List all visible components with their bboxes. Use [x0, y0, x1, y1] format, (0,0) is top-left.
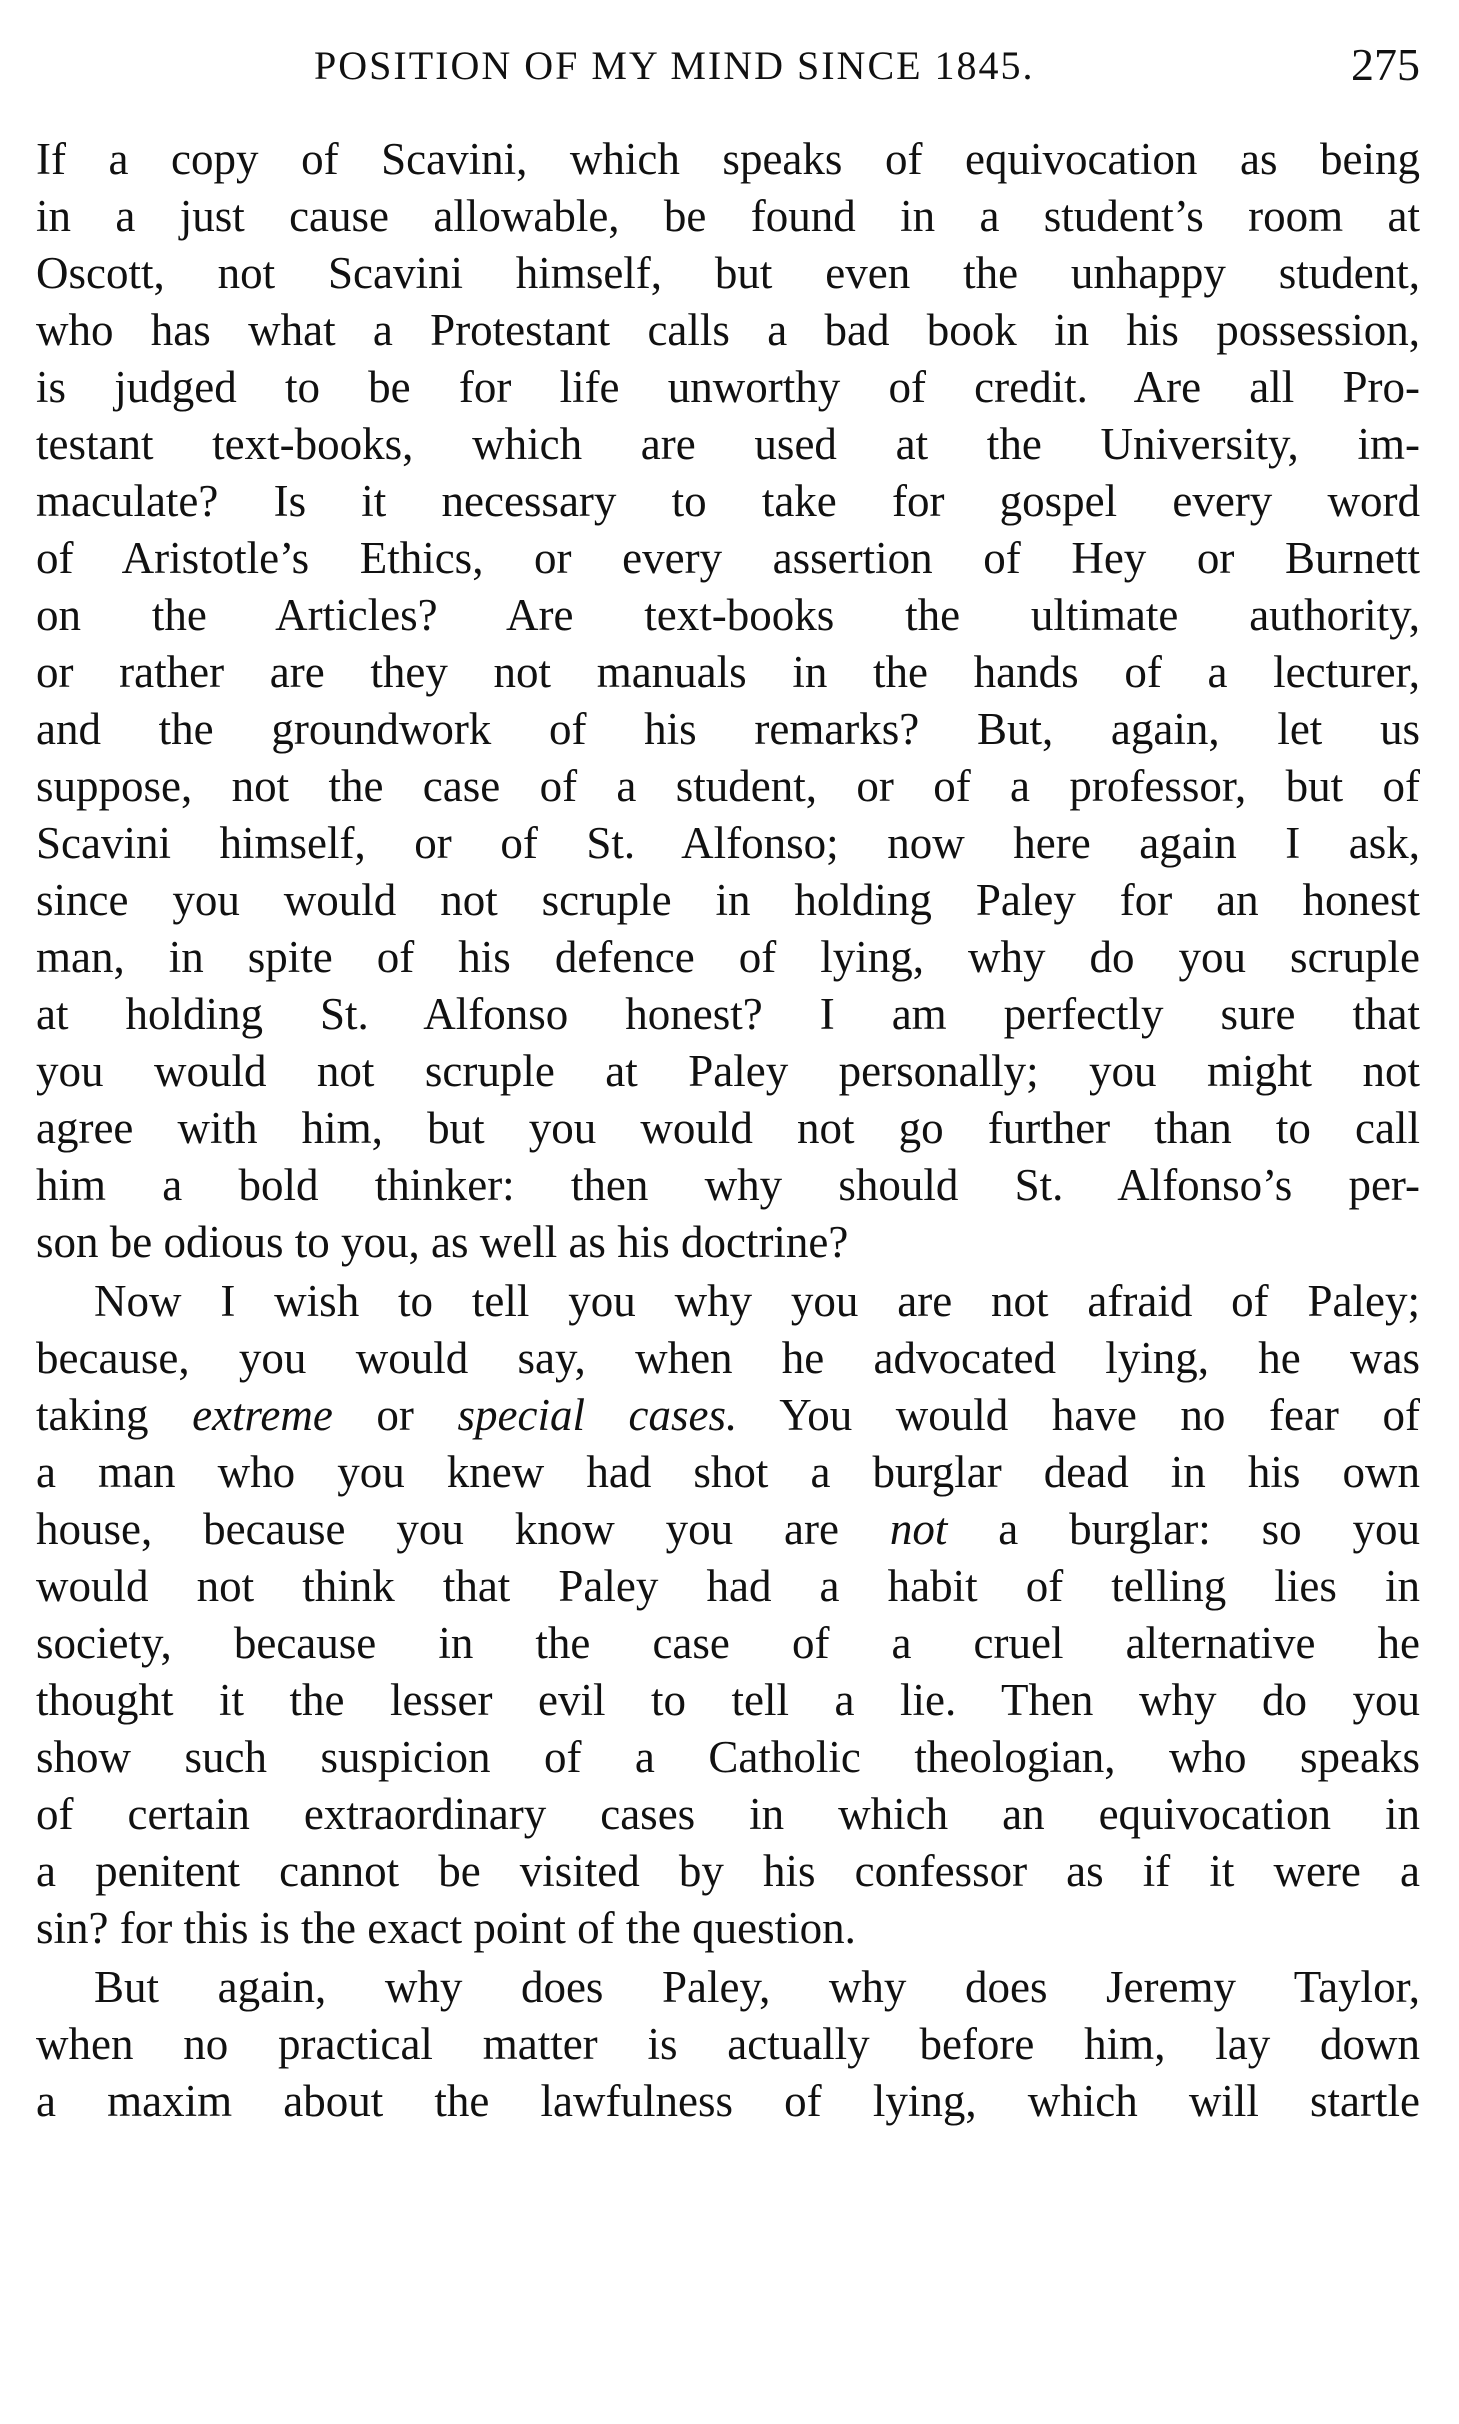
text-line: society, because in the case of a cruel alternative he	[36, 1618, 1420, 1668]
text-line: of Aristotle’s Ethics, or every assertion of Hey or Burnett	[36, 533, 1420, 583]
text-line: since you would not scruple in holding Paley for an honest	[36, 875, 1420, 925]
text-line: in a just cause allowable, be found in a student’s room at	[36, 191, 1420, 241]
text-line: show such suspicion of a Catholic theologian, who speaks	[36, 1732, 1420, 1782]
running-title: POSITION OF MY MIND SINCE 1845.	[314, 43, 1035, 88]
text-line: who has what a Protestant calls a bad book in his possession,	[36, 305, 1420, 355]
running-head	[36, 39, 1420, 102]
text-run: a burglar: so you	[947, 1504, 1420, 1554]
text-line: Oscott, not Scavini himself, but even the unhappy student,	[36, 248, 1420, 298]
text-line: or rather are they not manuals in the hands of a lecturer,	[36, 647, 1420, 697]
text-line: thought it the lesser evil to tell a lie. Then why do you	[36, 1675, 1420, 1725]
text-line: a man who you knew had shot a burglar dead in his own	[36, 1447, 1420, 1497]
text-line-with-italics	[36, 1499, 1420, 1559]
text-line: Scavini himself, or of St. Alfonso; now here again I ask,	[36, 818, 1420, 868]
page-number: 275	[1351, 39, 1420, 90]
text-line: of certain extraordinary cases in which an equivocation in	[36, 1789, 1420, 1839]
text-line: at holding St. Alfonso honest? I am perfectly sure that	[36, 989, 1420, 1039]
text-line: you would not scruple at Paley personally; you might not	[36, 1046, 1420, 1096]
text-line: suppose, not the case of a student, or of a professor, but of	[36, 761, 1420, 811]
book-page	[36, 0, 1420, 2424]
text-line: because, you would say, when he advocated lying, he was	[36, 1333, 1420, 1383]
text-run: house, because you know you are	[36, 1504, 890, 1554]
text-line: would not think that Paley had a habit of telling lies in	[36, 1561, 1420, 1611]
text-run: taking	[36, 1390, 193, 1440]
text-run: You would have no fear of	[737, 1390, 1420, 1440]
text-line-with-italics	[36, 1385, 1420, 1445]
text-line: a penitent cannot be visited by his confessor as if it were a	[36, 1846, 1420, 1896]
text-line: If a copy of Scavini, which speaks of equivocation as being	[36, 134, 1420, 184]
text-line: Now I wish to tell you why you are not afraid of Paley;	[94, 1276, 1420, 1326]
text-line: agree with him, but you would not go further than to call	[36, 1103, 1420, 1153]
text-line: man, in spite of his defence of lying, why do you scruple	[36, 932, 1420, 982]
italic-run: special cases.	[457, 1390, 738, 1440]
text-line: and the groundwork of his remarks? But, again, let us	[36, 704, 1420, 754]
text-line: a maxim about the lawfulness of lying, which will startle	[36, 2076, 1420, 2126]
text-line: on the Articles? Are text-books the ultimate authority,	[36, 590, 1420, 640]
text-line: when no practical matter is actually before him, lay down	[36, 2019, 1420, 2069]
text-line: him a bold thinker: then why should St. Alfonso’s per-	[36, 1160, 1420, 1210]
text-line: sin? for this is the exact point of the question.	[36, 1903, 856, 1953]
text-line: is judged to be for life unworthy of credit. Are all Pro-	[36, 362, 1420, 412]
text-line: maculate? Is it necessary to take for gospel every word	[36, 476, 1420, 526]
text-line: testant text-books, which are used at the University, im-	[36, 419, 1420, 469]
text-line: son be odious to you, as well as his doctrine?	[36, 1217, 849, 1267]
text-run: or	[332, 1390, 458, 1440]
text-line: But again, why does Paley, why does Jeremy Taylor,	[94, 1962, 1420, 2012]
italic-run: not	[889, 1504, 948, 1554]
italic-run: extreme	[192, 1390, 333, 1440]
